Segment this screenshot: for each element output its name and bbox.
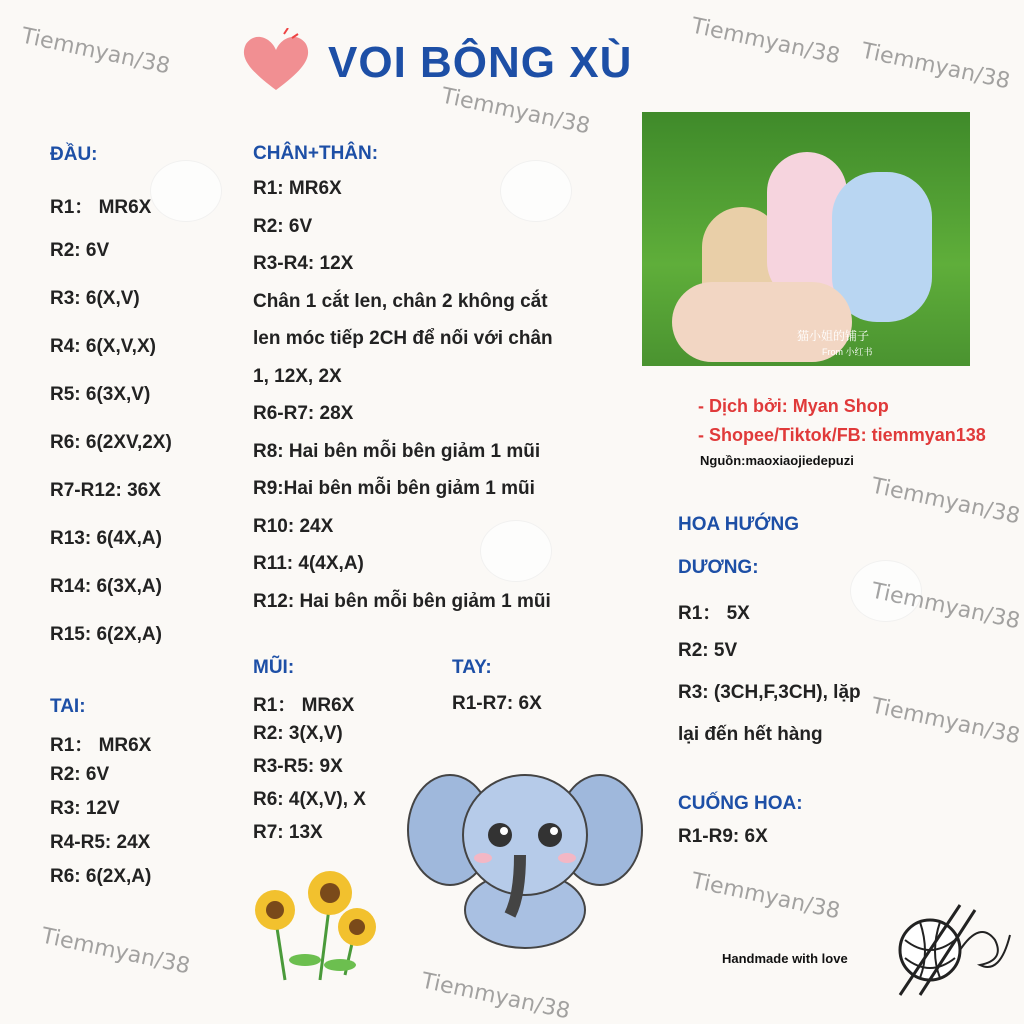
row: R9:Hai bên mỗi bên giảm 1 mũi (253, 478, 535, 499)
row: R8: Hai bên mỗi bên giảm 1 mũi (253, 440, 541, 462)
credit-source: Nguồn:maoxiaojiedepuzi (700, 453, 854, 468)
row: R1-R7: 6X (452, 693, 542, 714)
product-photo (642, 112, 970, 366)
credit-translator: - Dịch bởi: Myan Shop (698, 396, 889, 416)
row: R5: 6(3X,V) (50, 384, 151, 405)
section-mui-rows (253, 690, 366, 855)
sunflower-illustration (245, 865, 385, 985)
row: R1: MR6X (253, 178, 342, 199)
section-heading-dau: ĐẦU: (50, 144, 98, 165)
row: R7-R12: 36X (50, 480, 161, 501)
row: R14: 6(3X,A) (50, 576, 162, 597)
row: R2: 6V (50, 764, 110, 785)
row: R3: (3CH,F,3CH), lặp (678, 682, 861, 703)
row: R4: 6(X,V,X) (50, 336, 156, 357)
row: R2: 6V (253, 215, 313, 237)
row: R1： MR6X (50, 197, 152, 218)
row: R3-R5: 9X (253, 756, 343, 777)
row: Chân 1 cắt len, chân 2 không cắt (253, 290, 548, 312)
section-hoa-rows (678, 598, 861, 766)
row: R7: 13X (253, 822, 323, 843)
watermark: Tiemmyan/38 (689, 13, 843, 70)
row: R4-R5: 24X (50, 832, 151, 853)
watermark: Tiemmyan/38 (689, 868, 843, 925)
section-heading-tai: TAI: (50, 696, 86, 717)
row: R1： 5X (678, 603, 750, 624)
row: R6: 6(2XV,2X) (50, 432, 172, 453)
row: R11: 4(4X,A) (253, 553, 364, 574)
row: R3: 6(X,V) (50, 288, 140, 309)
section-heading-hoa-1: HOA HƯỚNG (678, 514, 799, 535)
watermark: Tiemmyan/38 (419, 968, 573, 1024)
row: len móc tiếp 2CH để nối với chân (253, 328, 553, 349)
row: R6: 6(2X,A) (50, 866, 152, 887)
section-chan-than-rows (253, 178, 553, 628)
watermark: Tiemmyan/38 (869, 578, 1023, 635)
row: lại đến hết hàng (678, 724, 823, 745)
row: R2: 5V (678, 640, 738, 661)
row: R3: 12V (50, 798, 120, 819)
row: R2: 3(X,V) (253, 723, 343, 744)
handmade-label: Handmade with love (722, 951, 848, 966)
elephant-illustration (405, 760, 645, 950)
watermark: Tiemmyan/38 (869, 473, 1023, 530)
section-tai-rows (50, 730, 151, 900)
row: R3-R4: 12X (253, 253, 354, 274)
credit-shop: - Shopee/Tiktok/FB: tiemmyan138 (698, 425, 986, 445)
watermark: Tiemmyan/38 (19, 23, 173, 80)
section-heading-mui: MŨI: (253, 657, 295, 678)
row: R1-R9: 6X (678, 826, 768, 847)
row: R6-R7: 28X (253, 403, 354, 424)
row: R13: 6(4X,A) (50, 528, 162, 549)
section-heading-chan-than: CHÂN+THÂN: (253, 143, 379, 164)
page-title: VOI BÔNG XÙ (328, 38, 633, 87)
row: R1： MR6X (50, 735, 152, 756)
section-dau-rows (50, 192, 172, 672)
yarn-ball-icon (890, 900, 1020, 1000)
section-heading-cuong-hoa: CUỐNG HOA: (678, 793, 803, 814)
watermark: Tiemmyan/38 (859, 38, 1013, 95)
row: R12: Hai bên mỗi bên giảm 1 mũi (253, 590, 551, 612)
row: R2: 6V (50, 240, 110, 261)
photo-from: From 小红书 (822, 347, 873, 357)
photo-caption: 猫小姐的铺子 (797, 329, 870, 343)
section-heading-tay: TAY: (452, 657, 492, 678)
row: R1： MR6X (253, 695, 355, 716)
row: R6: 4(X,V), X (253, 789, 366, 810)
watermark: Tiemmyan/38 (869, 693, 1023, 750)
heart-icon (236, 28, 316, 98)
section-heading-hoa-2: DƯƠNG: (678, 557, 759, 578)
watermark: Tiemmyan/38 (439, 83, 593, 140)
row: R10: 24X (253, 515, 334, 537)
row: R15: 6(2X,A) (50, 624, 162, 645)
row: 1, 12X, 2X (253, 365, 342, 387)
watermark: Tiemmyan/38 (39, 923, 193, 980)
